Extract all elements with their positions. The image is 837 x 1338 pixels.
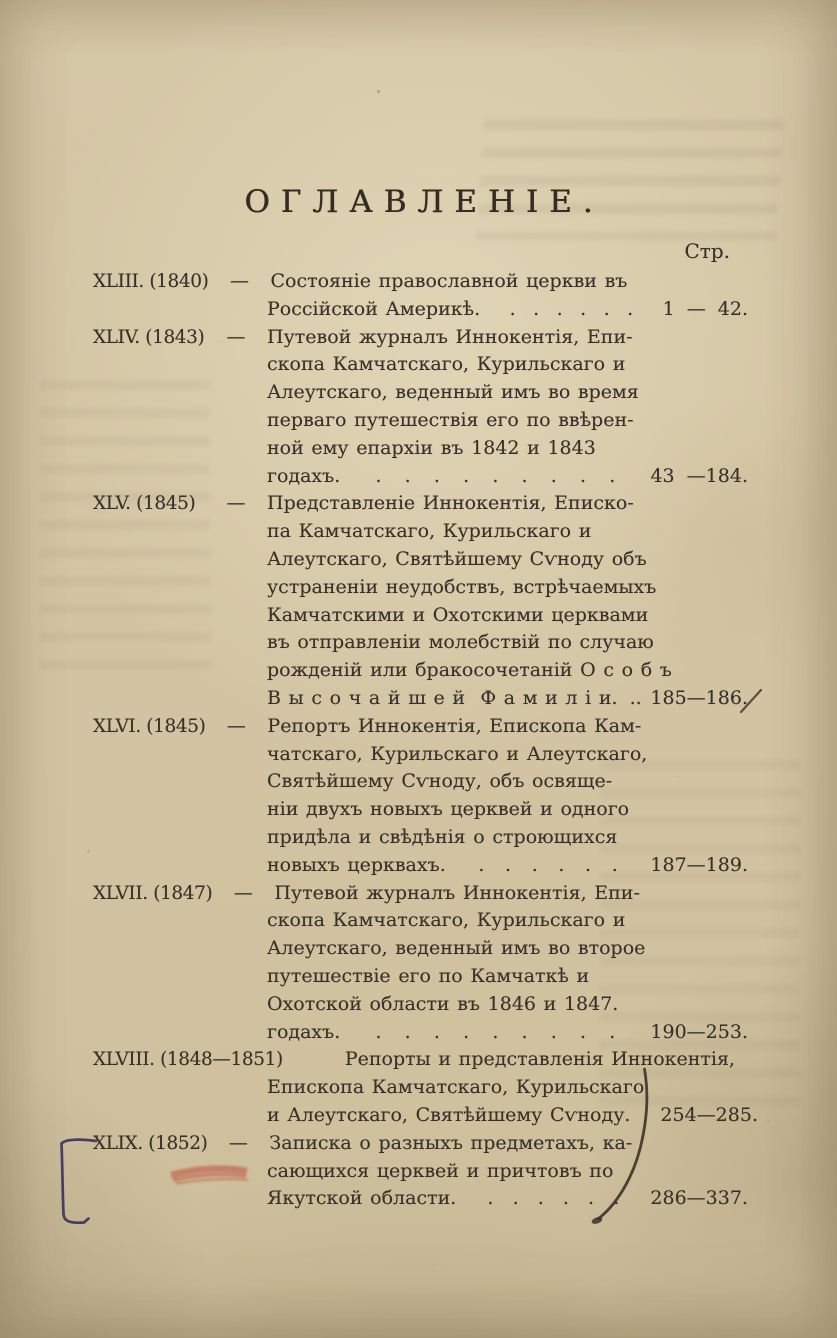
entry-line-text: въ отправленіи молебствій по случаю <box>267 631 654 654</box>
toc-row-xlix-line-2 <box>0 1158 837 1186</box>
leader-dots <box>340 463 650 491</box>
entry-line-text: Репорты и представленія Иннокентія, <box>344 1048 736 1071</box>
entry-line-text: Якутской области. <box>267 1187 457 1210</box>
leader-dots <box>446 852 651 880</box>
entry-pages: 190—253. <box>650 1020 748 1043</box>
leader-dot: . <box>404 464 411 487</box>
entry-line-text: скопа Камчатскаго, Курильскаго и <box>267 353 626 376</box>
entry-line-text: сающихся церквей и причтовъ по <box>267 1159 614 1182</box>
entry-line-text: годахъ. <box>267 464 341 487</box>
entry-line-text: Алеутскаго, веденный имъ во время <box>267 381 639 404</box>
leader-dot: . <box>375 464 382 487</box>
leader-dots <box>480 296 662 324</box>
leader-dot: . <box>588 1187 595 1210</box>
entry-label: XLVI. (1845) <box>93 715 206 737</box>
entry-line-text: Охотской области въ 1846 и 1847. <box>267 992 619 1015</box>
entry-pages: 185—186. <box>650 686 748 709</box>
leader-dot: . <box>492 1020 499 1043</box>
entry-line-text: Алеутскаго, Святѣйшему Сѵноду объ <box>267 547 647 570</box>
toc-row-xlv-line-3 <box>0 546 837 574</box>
entry-pages: 43 —184. <box>650 464 748 487</box>
leader-dot: . <box>509 297 516 320</box>
toc-row-xlv-line-1 <box>0 490 837 518</box>
entry-line-text: Россійской Америкѣ. <box>267 297 481 320</box>
page-title: ОГЛАВЛЕНІЕ. <box>244 184 604 220</box>
toc-row-xlix-line-1 <box>0 1130 837 1158</box>
leader-dot: . <box>580 297 587 320</box>
entry-dash: — <box>229 270 249 292</box>
entry-line-text: путешествіе его по Камчаткѣ и <box>267 964 590 987</box>
entry-label: XLIX. (1852) <box>93 1132 208 1154</box>
leader-dots <box>340 1019 650 1047</box>
leader-dot: . <box>463 464 470 487</box>
toc-row-xliv-line-3 <box>0 379 837 407</box>
leader-dot: . <box>550 464 557 487</box>
toc-row-xlvii-line-4 <box>0 963 837 991</box>
toc-list <box>0 268 837 1213</box>
leader-dot: . <box>521 464 528 487</box>
toc-row-xlvii-line-5 <box>0 991 837 1019</box>
entry-line-text: Путевой журналъ Иннокентія, Епи- <box>274 881 640 904</box>
leader-dot: . <box>505 853 512 876</box>
leader-dot: . <box>603 297 610 320</box>
toc-row-xliv-line-4 <box>0 407 837 435</box>
entry-dash: — <box>226 325 246 348</box>
entry-line-text: и Алеутскаго, Святѣйшему Сѵноду. <box>267 1103 631 1126</box>
entry-label: XLVII. (1847) <box>93 882 213 904</box>
entry-pages: 286—337. <box>650 1187 748 1210</box>
leader-dots <box>618 685 651 713</box>
toc-row-xlviii-line-1 <box>0 1046 837 1074</box>
toc-row-xlv-line-8 <box>0 685 837 713</box>
leader-dot: . <box>533 297 540 320</box>
pen-stroke-blob <box>591 1216 603 1225</box>
entry-label: XLV. (1845) <box>93 493 196 515</box>
entry-line-text: В ы с о ч а й ш е й Ф а м и л і и. <box>267 686 618 709</box>
toc-row-xlix-line-3 <box>0 1185 837 1213</box>
toc-row-xlvi-line-3 <box>0 768 837 796</box>
entry-dash: — <box>226 714 246 737</box>
toc-row-xlv-line-4 <box>0 574 837 602</box>
toc-row-xlvii-line-2 <box>0 907 837 935</box>
leader-dot: . <box>558 853 565 876</box>
toc-row-xlvi-line-4 <box>0 796 837 824</box>
leader-dot: . <box>550 1020 557 1043</box>
entry-label: XLIV. (1843) <box>93 326 205 348</box>
leader-dot: . <box>433 1020 440 1043</box>
entry-line-text: Записка о разныхъ предметахъ, ка- <box>269 1131 633 1154</box>
leader-dot: . <box>478 853 485 876</box>
entry-line-text: новыхъ церквахъ. <box>267 853 446 876</box>
pages-column-header: Стр. <box>684 239 730 263</box>
entry-line-text: чатскаго, Курильскаго и Алеутскаго, <box>267 742 648 765</box>
leader-dot: . <box>562 1187 569 1210</box>
entry-dash: — <box>226 492 246 515</box>
toc-row-xlviii-line-3 <box>0 1102 837 1130</box>
leader-dots <box>456 1185 650 1213</box>
toc-row-xlviii-line-2 <box>0 1074 837 1102</box>
toc-row-xlvii-line-3 <box>0 935 837 963</box>
leader-dot: . <box>611 853 618 876</box>
entry-line-text: придѣла и свѣдѣнія о строющихся <box>267 825 618 848</box>
entry-line-text: ной ему епархіи въ 1842 и 1843 <box>267 436 596 459</box>
toc-row-xliv-line-5 <box>0 435 837 463</box>
entry-label: XLIII. (1840) <box>93 271 209 292</box>
entry-line-text: устраненіи неудобствъ, встрѣчаемыхъ <box>267 575 657 598</box>
leader-dot: . <box>629 686 636 709</box>
leader-dot: . <box>609 464 616 487</box>
entry-dash: — <box>228 1131 248 1154</box>
toc-row-xlv-line-2 <box>0 518 837 546</box>
entry-line-text: Святѣйшему Сѵноду, объ освяще- <box>267 770 613 793</box>
leader-dot: . <box>585 853 592 876</box>
leader-dot: . <box>433 464 440 487</box>
toc-row-xliv-line-6 <box>0 463 837 491</box>
entry-label: XLVIII. (1848—1851) <box>93 1049 283 1071</box>
entry-line-text: ніи двухъ новыхъ церквей и одного <box>267 798 630 821</box>
toc-row-xlv-line-5 <box>0 602 837 630</box>
entry-line-text: Состояніе православной церкви въ <box>270 270 628 292</box>
entry-line-text: Епископа Камчатскаго, Курильскаго <box>267 1076 645 1099</box>
leader-dot: . <box>492 464 499 487</box>
entry-pages: 254—285. <box>660 1103 758 1126</box>
entry-line-text: Алеутскаго, веденный имъ во второе <box>267 937 646 960</box>
leader-dot: . <box>537 1187 544 1210</box>
leader-dot: . <box>487 1187 494 1210</box>
toc-row-xlvii-line-6 <box>0 1019 837 1047</box>
toc-row-xlv-line-7 <box>0 657 837 685</box>
leader-dot: . <box>627 297 634 320</box>
leader-dot: . <box>613 1187 620 1210</box>
entry-line-text: перваго путешествія его по ввѣрен- <box>267 408 634 431</box>
leader-dot: . <box>512 1187 519 1210</box>
entry-line-text: скопа Камчатскаго, Курильскаго и <box>267 909 626 932</box>
bleedthrough-smudge <box>476 120 784 240</box>
leader-dot: . <box>609 1020 616 1043</box>
entry-line-text: годахъ. <box>267 1020 341 1043</box>
leader-dot: . <box>556 297 563 320</box>
entry-pages: 187—189. <box>650 853 748 876</box>
entry-line-text: па Камчатскаго, Курильскаго и <box>267 520 592 543</box>
entry-line-text: Путевой журналъ Иннокентія, Епи- <box>267 325 633 348</box>
toc-row-xlvi-line-2 <box>0 741 837 769</box>
toc-row-xlvii-line-1 <box>0 880 837 908</box>
leader-dot: . <box>635 686 642 709</box>
toc-row-xlvi-line-5 <box>0 824 837 852</box>
leader-dot: . <box>531 853 538 876</box>
toc-row-xliv-line-2 <box>0 351 837 379</box>
entry-dash: — <box>233 881 253 904</box>
leader-dot: . <box>404 1020 411 1043</box>
entry-pages: 1 — 42. <box>662 297 748 320</box>
leader-dot: . <box>579 1020 587 1043</box>
entry-line-text: Представленіе Иннокентія, Еписко- <box>267 492 634 515</box>
toc-row-xlvi-line-6 <box>0 852 837 880</box>
toc-row-xliii-line-1 <box>0 268 837 296</box>
entry-line-text: Камчатскими и Охотскими церквами <box>267 603 649 626</box>
toc-row-xlv-line-6 <box>0 629 837 657</box>
entry-line-text: Репортъ Иннокентія, Епископа Кам- <box>267 714 642 737</box>
toc-row-xliii-line-2 <box>0 296 837 324</box>
toc-row-xliv-line-1 <box>0 324 837 352</box>
leader-dot: . <box>375 1020 382 1043</box>
leader-dot: . <box>463 1020 470 1043</box>
toc-row-xlvi-line-1 <box>0 713 837 741</box>
leader-dot: . <box>521 1020 528 1043</box>
leader-dot: . <box>579 464 587 487</box>
entry-line-text: рожденій или бракосочетаній О с о б ъ <box>267 659 672 682</box>
